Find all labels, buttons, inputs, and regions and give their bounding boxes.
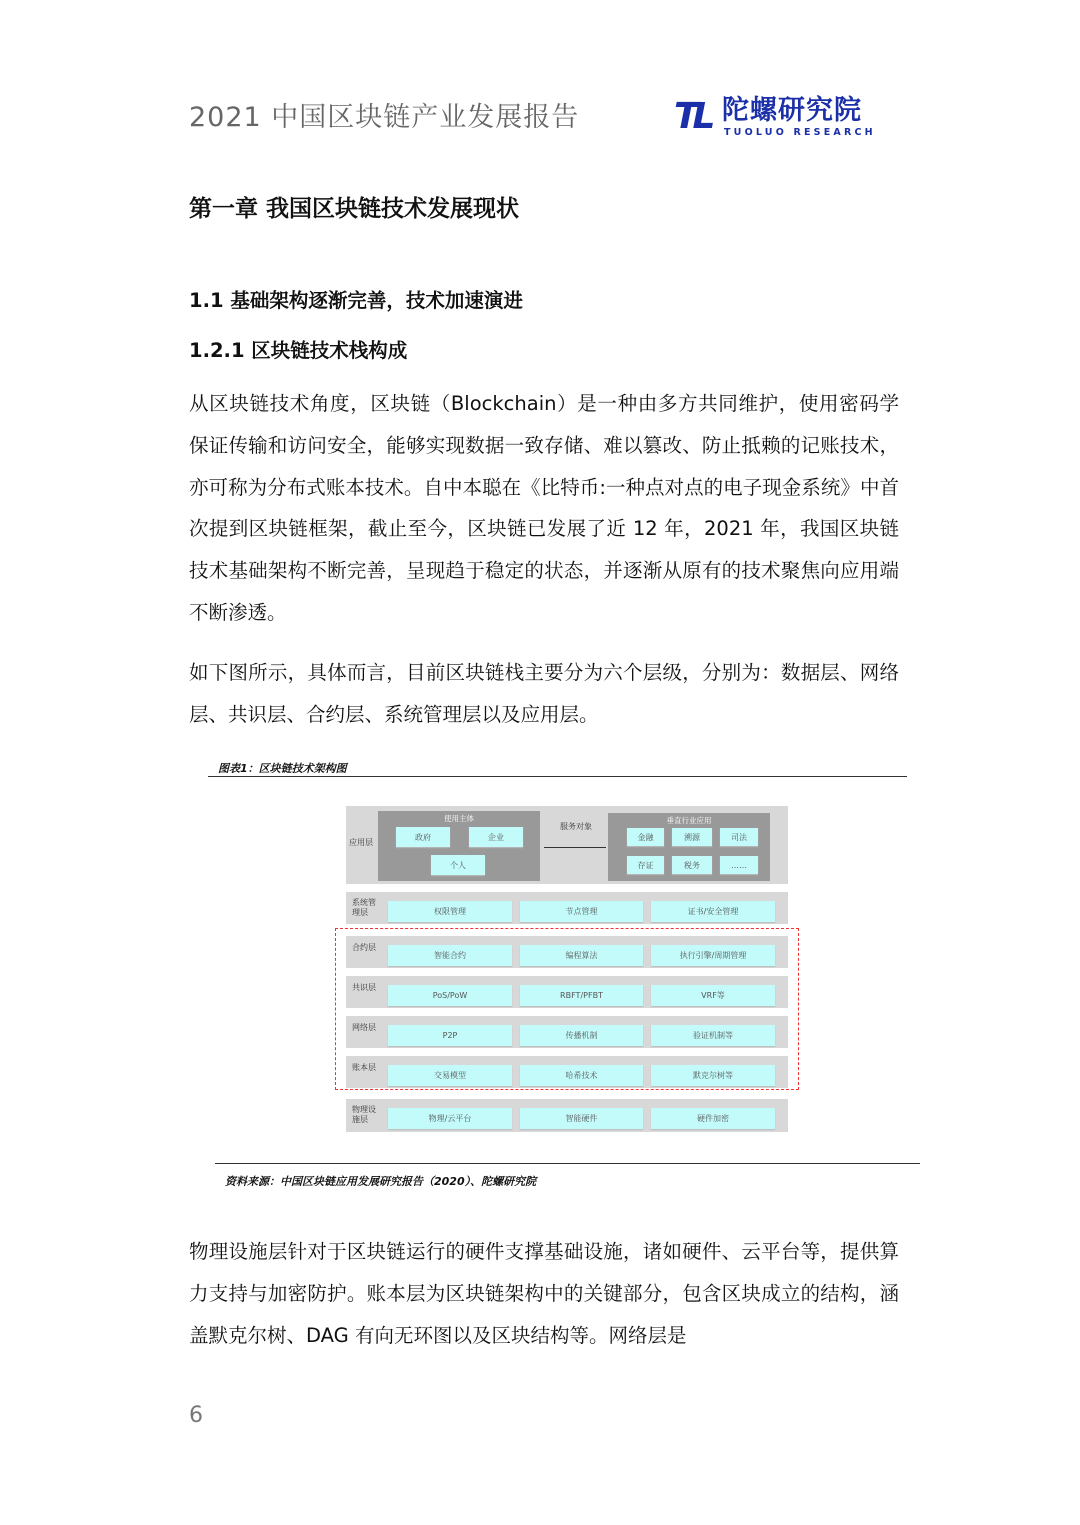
layer-cell: 默克尔树等 (651, 1065, 775, 1086)
tuoluo-logo (674, 96, 874, 140)
figure-caption: 图表1：区块链技术架构图 (218, 762, 347, 775)
users-group (378, 811, 540, 881)
layer-label: 应用层 (349, 838, 373, 847)
body-paragraph: 物理设施层针对于区块链运行的硬件支撑基础设施，诸如硬件、云平台等，提供算力支持与加密防护。账本层为区块链架构中的关键部分，包含区块成立的结构，涵盖默克尔树、DAG 有向无环图以及区块结构等。网络层是 (189, 1240, 899, 1347)
layer-cell: P2P (388, 1025, 512, 1046)
logo-chinese-name: 陀螺研究院 (722, 95, 862, 126)
section-heading: 1.1 基础架构逐渐完善，技术加速演进 (189, 289, 523, 312)
chapter-heading: 第一章 我国区块链技术发展现状 (189, 196, 520, 222)
layer-cell: VRF等 (651, 985, 775, 1006)
group-title: 垂直行业应用 (666, 816, 712, 825)
page-number: 6 (189, 1403, 203, 1428)
layer-cell: PoS/PoW (388, 985, 512, 1006)
layer-cell: 节点管理 (520, 901, 643, 922)
layer-cell: RBFT/PFBT (520, 985, 643, 1006)
logo-mark: TL (674, 96, 710, 137)
layer-cell: 证书/安全管理 (651, 901, 775, 922)
group-title: 使用主体 (444, 814, 474, 823)
layer-cell: 硬件加密 (651, 1108, 775, 1129)
service-label: 服务对象 (560, 822, 592, 831)
layer-label: 账本层 (352, 1063, 376, 1072)
cell: 司法 (720, 828, 758, 846)
cell: 企业 (469, 827, 523, 847)
cell: 溯源 (672, 828, 712, 846)
layer-row (346, 1099, 788, 1132)
caption-rule (208, 776, 907, 777)
layer-label: 合约层 (352, 943, 376, 952)
layer-cell: 验证机制等 (651, 1025, 775, 1046)
subsection-heading: 1.2.1 区块链技术栈构成 (189, 339, 408, 362)
industry-group (608, 813, 770, 881)
dashed-highlight-box (335, 928, 799, 1090)
report-title: 2021 中国区块链产业发展报告 (189, 102, 580, 133)
cell: 金融 (627, 828, 664, 846)
body-paragraph: 从区块链技术角度，区块链（Blockchain）是一种由多方共同维护，使用密码学保证传输和访问安全，能够实现数据一致存储、难以篡改、防止抵赖的记账技术，亦可称为分布式账本技术。自中本聪在《比特币:一种点对点的电子现金系统》中首次提到区块链框架，截止至今，区块链已发展了近 12 年，2021 年，我国区块链技术基础架构不断完善，呈现趋于稳定的状态，并逐渐从原有的技术聚焦向应用端不断渗透。 (189, 392, 899, 624)
layer-row (346, 892, 788, 924)
layer-cell: 智能合约 (388, 945, 512, 966)
cell: 个人 (431, 855, 485, 875)
layer-cell: 哈希技术 (520, 1065, 643, 1086)
layer-cell: 交易模型 (388, 1065, 512, 1086)
layer-cell: 智能硬件 (520, 1108, 643, 1129)
cell: 税务 (672, 856, 712, 874)
app-layer (346, 806, 788, 884)
layer-cell: 权限管理 (388, 901, 512, 922)
figure-source: 资料来源：中国区块链应用发展研究报告（2020）、陀螺研究院 (225, 1175, 537, 1188)
cell: 政府 (396, 827, 450, 847)
layer-cell: 传播机制 (520, 1025, 643, 1046)
layer-label: 共识层 (352, 983, 376, 992)
layer-label: 系统管理层 (352, 898, 376, 917)
cell: …… (720, 856, 758, 874)
logo-english-name: TUOLUO RESEARCH (724, 127, 876, 138)
layer-cell: 物理/云平台 (388, 1108, 512, 1129)
layer-cell: 执行引擎/周期管理 (651, 945, 775, 966)
bidirectional-arrow (544, 847, 606, 848)
body-paragraph: 如下图所示，具体而言，目前区块链栈主要分为六个层级，分别为：数据层、网络层、共识层、合约层、系统管理层以及应用层。 (189, 661, 899, 726)
layer-label: 网络层 (352, 1023, 376, 1032)
cell: 存证 (627, 856, 664, 874)
layer-cell: 编程算法 (520, 945, 643, 966)
source-rule (215, 1163, 920, 1164)
layer-label: 物理设施层 (352, 1105, 376, 1124)
